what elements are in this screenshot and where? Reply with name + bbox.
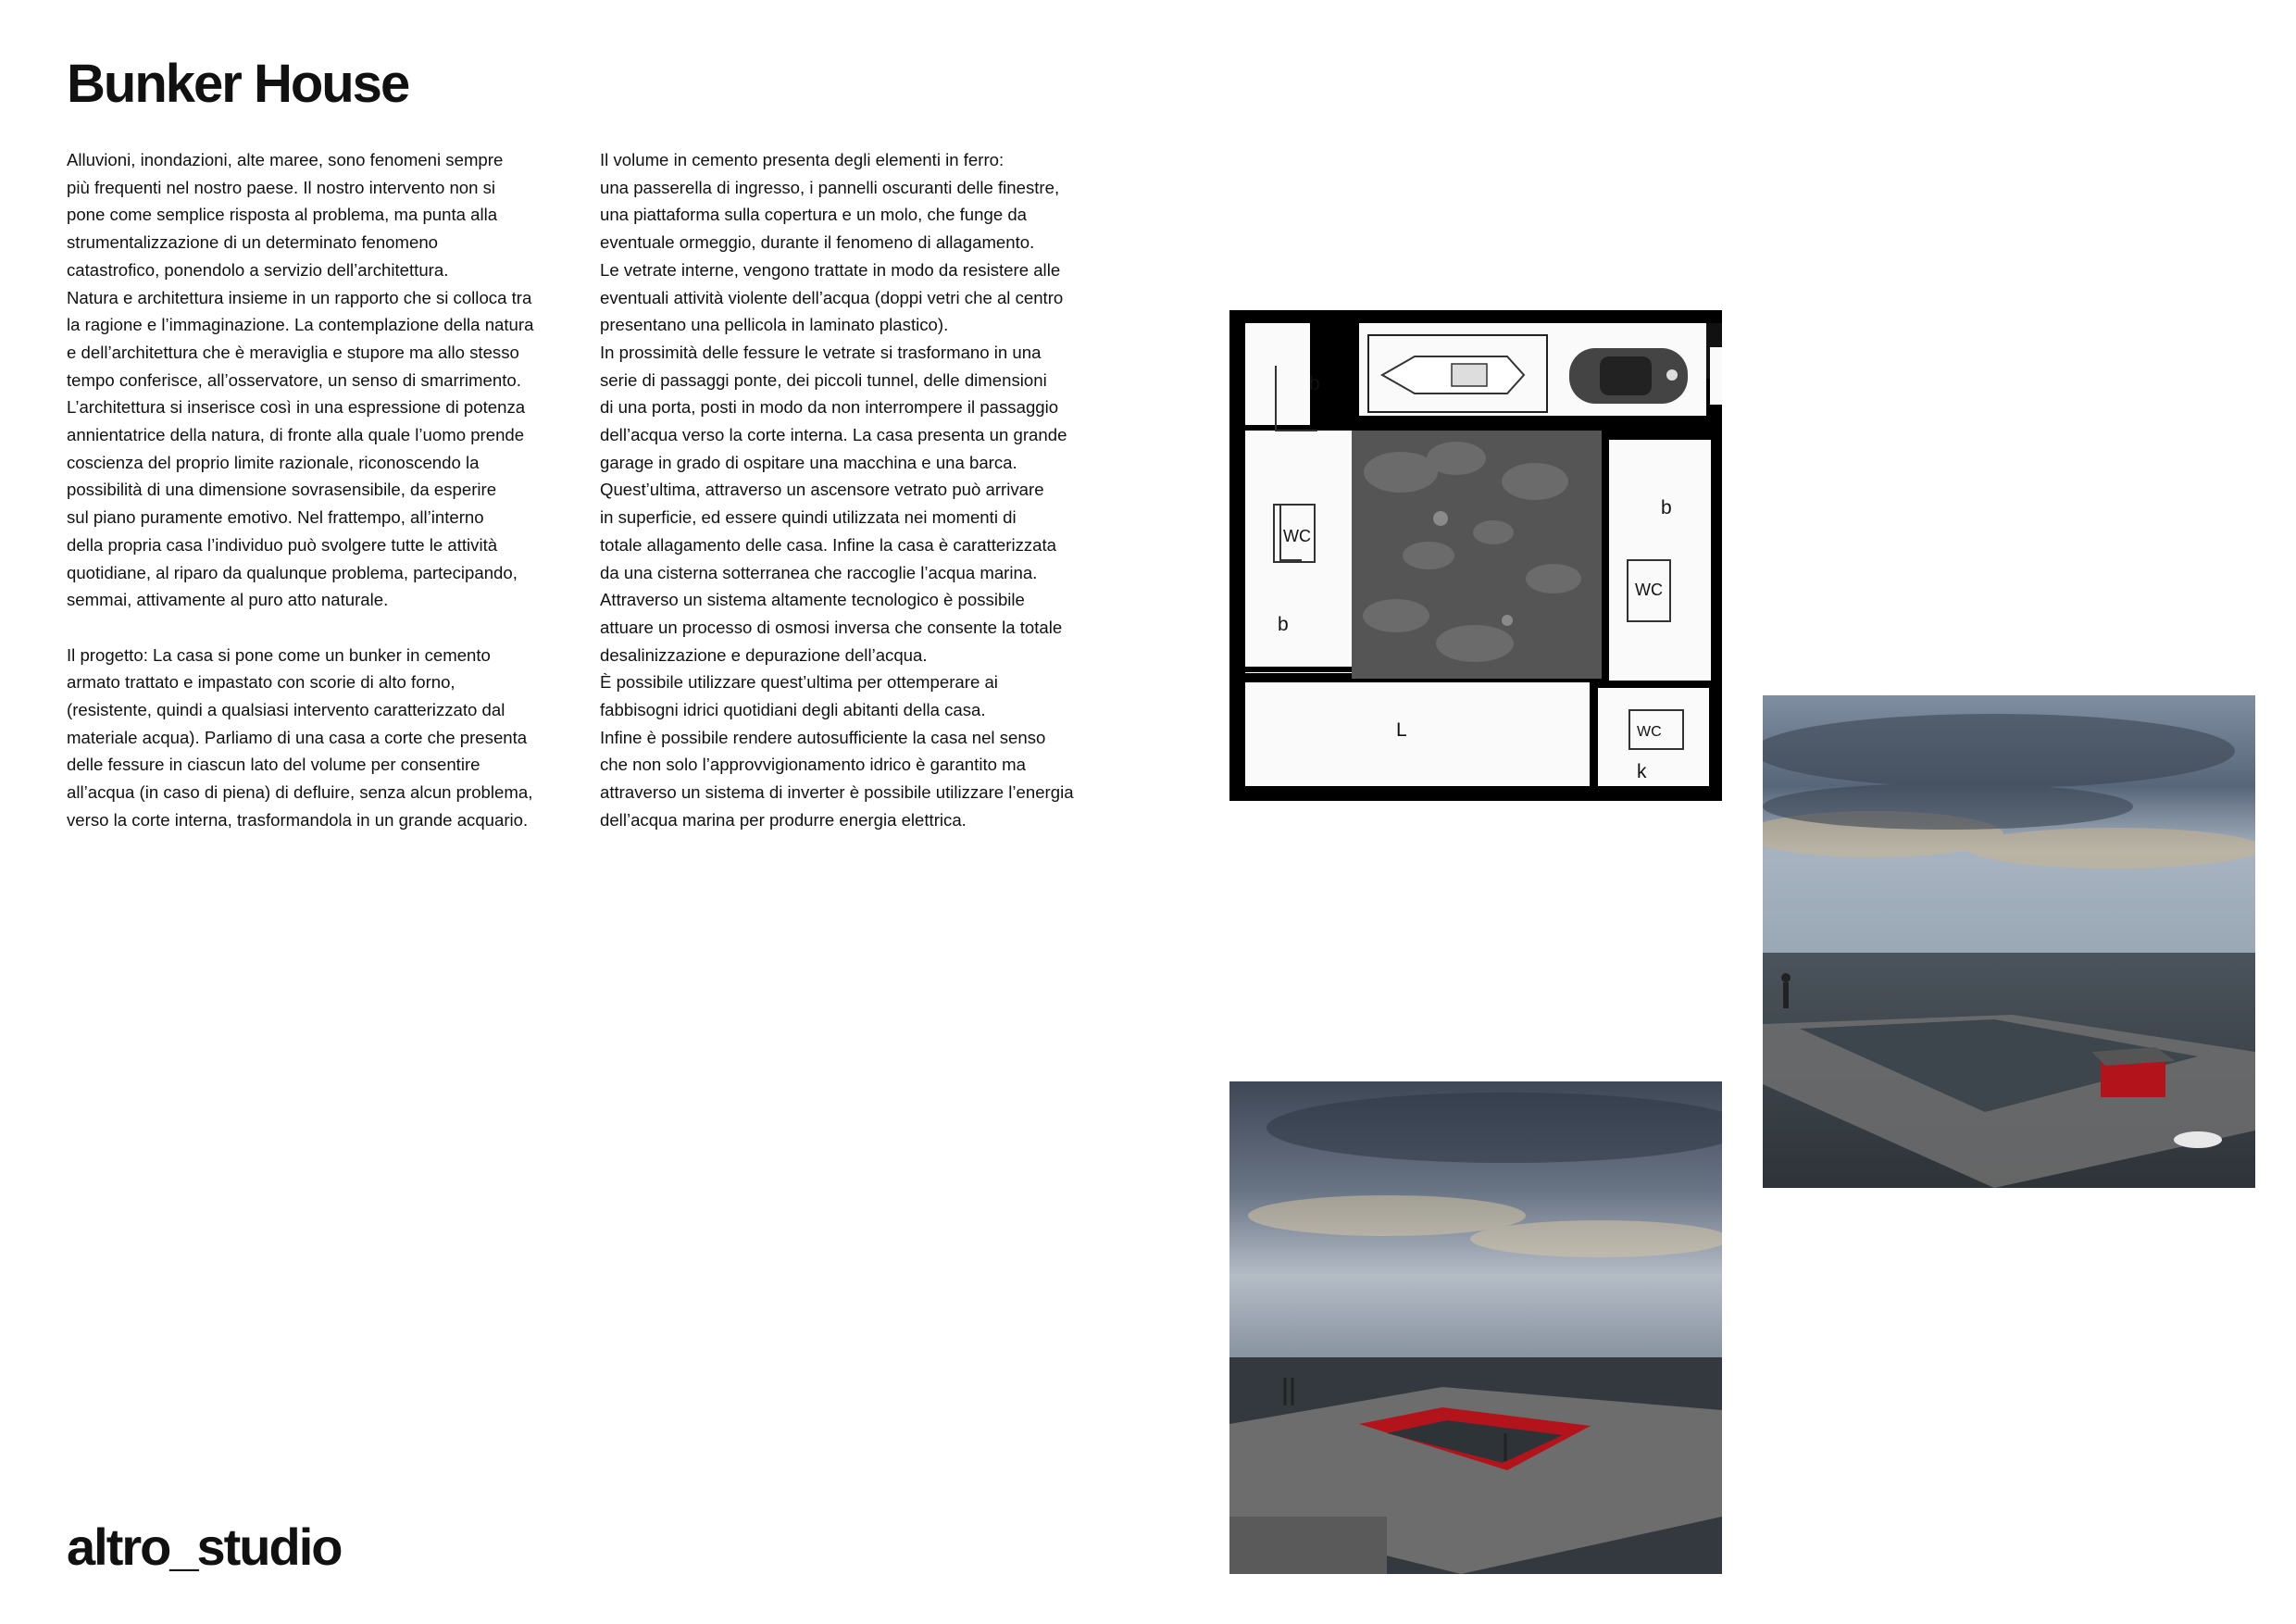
text-line: dell’acqua marina per produrre energia elettrica.: [600, 809, 967, 830]
text-line: garage in grado di ospitare una macchina e una barca.: [600, 452, 1017, 472]
text-line: Le vetrate interne, vengono trattate in modo da resistere alle: [600, 259, 1061, 280]
boat-icon: [2174, 1131, 2222, 1148]
render-aerial-view: [1229, 1081, 1722, 1574]
text-line: pone come semplice risposta al problema, ma punta alla: [67, 205, 498, 225]
text-line: Alluvioni, inondazioni, alte maree, sono fenomeni sempre: [67, 150, 504, 169]
plan-label-b: b: [1278, 614, 1289, 635]
text-line: all’acqua (in caso di piena) di defluire, senza alcun problema,: [67, 782, 533, 803]
text-line: presentano una pellicola in laminato plastico).: [600, 315, 949, 335]
text-line: una passerella di ingresso, i pannelli oscuranti delle finestre,: [600, 177, 1060, 197]
text-line: serie di passaggi ponte, dei piccoli tunnel, delle dimensioni: [600, 369, 1047, 390]
text-line: eventuali attività violente dell’acqua (doppi vetri che al centro: [600, 287, 1064, 307]
room-living: [1245, 682, 1590, 786]
paragraph-materials: [600, 146, 1118, 834]
text-line: Infine è possibile rendere autosufficiente la casa nel senso: [600, 727, 1046, 747]
text-line: più frequenti nel nostro paese. Il nostro intervento non si: [67, 177, 496, 197]
text-line: e dell’architettura che è meraviglia e stupore ma allo stesso: [67, 342, 519, 362]
plan-label-b: b: [1661, 497, 1672, 518]
plan-label-b: b: [1309, 373, 1320, 394]
text-line: fabbisogni idrici quotidiani degli abitanti della casa.: [600, 700, 986, 720]
description-column-2: [600, 146, 1118, 834]
text-line: attuare un processo di osmosi inversa che consente la totale: [600, 617, 1063, 637]
floor-plan: [1229, 310, 1722, 801]
text-line: Il volume in cemento presenta degli elementi in ferro:: [600, 150, 1004, 169]
text-line: attraverso un sistema di inverter è possibile utilizzare l’energia: [600, 782, 1074, 803]
paragraph-intro: [67, 146, 567, 614]
text-line: possibilità di una dimensione sovrasensibile, da esperire: [67, 480, 497, 500]
text-line: tempo conferisce, all’osservatore, un senso di smarrimento.: [67, 369, 521, 390]
text-line: Attraverso un sistema altamente tecnologico è possibile: [600, 590, 1025, 610]
text-line: Quest’ultima, attraverso un ascensore vetrato può arrivare: [600, 480, 1044, 500]
text-line: semmai, attivamente al puro atto naturale.: [67, 590, 389, 610]
text-line: di una porta, posti in modo da non interrompere il passaggio: [600, 397, 1059, 418]
text-line: armato trattato e impastato con scorie di alto forno,: [67, 672, 455, 693]
page-title: Bunker House: [67, 54, 409, 114]
render-flooded-view: [1763, 695, 2255, 1188]
text-line: sul piano puramente emotivo. Nel frattempo, all’interno: [67, 507, 484, 528]
studio-logo: altro_studio: [67, 1518, 342, 1576]
text-line: Natura e architettura insieme in un rapporto che si colloca tra: [67, 287, 532, 307]
text-line: annientatrice della natura, di fronte alla quale l’uomo prende: [67, 425, 525, 445]
text-line: verso la corte interna, trasformandola in un grande acquario.: [67, 809, 529, 830]
text-line: totale allagamento delle casa. Infine la casa è caratterizzata: [600, 534, 1057, 555]
plan-label-l: L: [1396, 719, 1407, 741]
text-line: materiale acqua). Parliamo di una casa a corte che presenta: [67, 727, 528, 747]
plan-label-k: k: [1637, 761, 1647, 782]
plan-label-wc: WC: [1637, 724, 1662, 740]
paragraph-project: [67, 642, 567, 834]
text-line: (resistente, quindi a qualsiasi intervento caratterizzato dal: [67, 700, 505, 720]
text-line: catastrofico, ponendolo a servizio dell’architettura.: [67, 259, 449, 280]
text-line: in superficie, ed essere quindi utilizzata nei momenti di: [600, 507, 1017, 528]
text-line: una piattaforma sulla copertura e un molo, che funge da: [600, 205, 1028, 225]
text-line: da una cisterna sotterranea che raccoglie l’acqua marina.: [600, 562, 1038, 582]
text-line: eventuale ormeggio, durante il fenomeno di allagamento.: [600, 232, 1035, 253]
text-line: della propria casa l’individuo può svolgere tutte le attività: [67, 534, 498, 555]
plan-label-wc: WC: [1283, 527, 1311, 545]
text-line: desalinizzazione e depurazione dell’acqua.: [600, 644, 928, 665]
plan-label-wc: WC: [1635, 581, 1663, 599]
text-line: dell’acqua verso la corte interna. La casa presenta un grande: [600, 425, 1067, 445]
text-line: quotidiane, al riparo da qualunque problema, partecipando,: [67, 562, 518, 582]
paragraph-spacer: [67, 614, 567, 642]
text-line: strumentalizzazione di un determinato fenomeno: [67, 232, 439, 253]
description-column-1: [67, 146, 567, 834]
text-line: la ragione e l’immaginazione. La contemplazione della natura: [67, 315, 534, 335]
text-line: che non solo l’approvvigionamento idrico è garantito ma: [600, 755, 1026, 775]
text-line: In prossimità delle fessure le vetrate si trasformano in una: [600, 342, 1042, 362]
text-line: delle fessure in ciascun lato del volume per consentire: [67, 755, 480, 775]
text-line: Il progetto: La casa si pone come un bunker in cemento: [67, 644, 491, 665]
text-line: È possibile utilizzare quest’ultima per ottemperare ai: [600, 672, 998, 693]
text-line: L’architettura si inserisce così in una espressione di potenza: [67, 397, 526, 418]
person-icon: [1783, 982, 1789, 1008]
text-line: coscienza del proprio limite razionale, riconoscendo la: [67, 452, 480, 472]
room-left-bottom: [1245, 431, 1354, 673]
